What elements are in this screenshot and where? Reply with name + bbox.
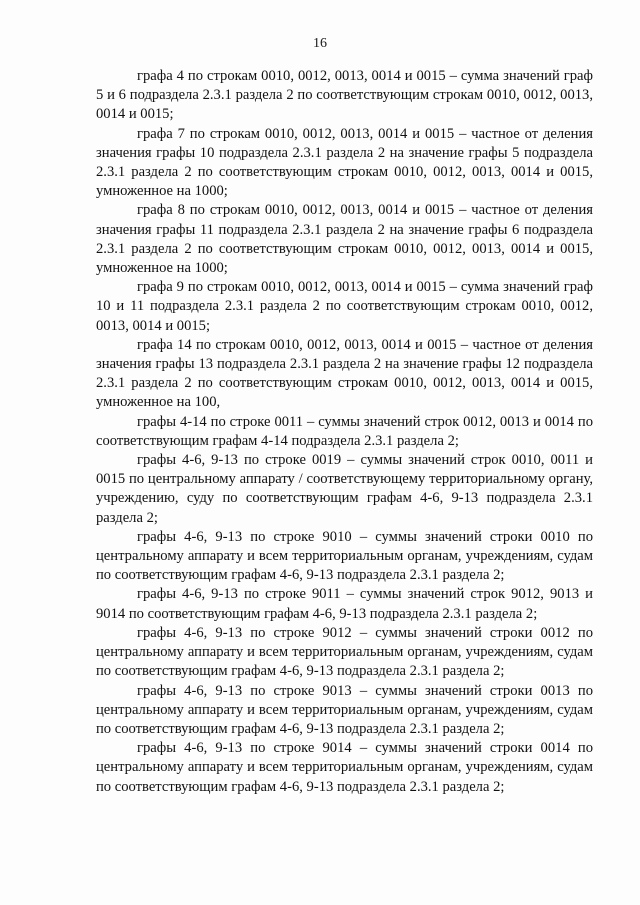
paragraph-12: графы 4-6, 9-13 по строке 9014 – суммы значений строки 0014 по центральному аппарату и всем территориальным органам, учреждениям, судам по соответствующим графам 4-6, 9-13 подраздела 2.3.1 раздела 2; — [96, 740, 593, 795]
paragraph-7: графы 4-6, 9-13 по строке 0019 – суммы значений строк 0010, 0011 и 0015 по центральному аппарату / соответствующему территориальному органу, учреждению, суду по соответствующим графам 4-6, 9-13 подраздела 2.3.1 раздела 2; — [96, 452, 593, 526]
paragraph-4: графа 9 по строкам 0010, 0012, 0013, 0014 и 0015 – сумма значений граф 10 и 11 подраздела 2.3.1 раздела 2 по соответствующим строкам 0010, 0012, 0013, 0014 и 0015; — [96, 279, 593, 334]
paragraph-3: графа 8 по строкам 0010, 0012, 0013, 0014 и 0015 – частное от деления значения графы 11 подраздела 2.3.1 раздела 2 на значение графы 6 подраздела 2.3.1 раздела 2 по соответствующим строкам 0010, 0012, 0013, 0014 и 0015, умноженное на 1000; — [96, 202, 593, 277]
paragraph-10: графы 4-6, 9-13 по строке 9012 – суммы значений строки 0012 по центральному аппарату и всем территориальным органам, учреждениям, судам по соответствующим графам 4-6, 9-13 подраздела 2.3.1 раздела 2; — [96, 624, 593, 680]
paragraph-5: графа 14 по строкам 0010, 0012, 0013, 0014 и 0015 – частное от деления значения графы 13 подраздела 2.3.1 раздела 2 на значение графы 12 подраздела 2.3.1 раздела 2 по соответствующим строкам 0010, 0012, 0013, 0014 и 0015, умноженное на 100, — [96, 336, 593, 411]
paragraph-1: графа 4 по строкам 0010, 0012, 0013, 0014 и 0015 – сумма значений граф 5 и 6 подраздела 2.3.1 раздела 2 по соответствующим строкам 0010, 0012, 0013, 0014 и 0015; — [96, 68, 593, 123]
document-body — [96, 67, 593, 797]
paragraph-6: графы 4-14 по строке 0011 – суммы значений строк 0012, 0013 и 0014 по соответствующим графам 4-14 подраздела 2.3.1 раздела 2; — [96, 413, 593, 449]
paragraph-11: графы 4-6, 9-13 по строке 9013 – суммы значений строки 0013 по центральному аппарату и всем территориальным органам, учреждениям, судам по соответствующим графам 4-6, 9-13 подраздела 2.3.1 раздела 2; — [96, 682, 593, 737]
paragraph-2: графа 7 по строкам 0010, 0012, 0013, 0014 и 0015 – частное от деления значения графы 10 подраздела 2.3.1 раздела 2 на значение графы 5 подраздела 2.3.1 раздела 2 по соответствующим строкам 0010, 0012, 0013, 0014 и 0015, умноженное на 1000; — [96, 125, 593, 200]
paragraph-9: графы 4-6, 9-13 по строке 9011 – суммы значений строк 9012, 9013 и 9014 по соответствующим графам 4-6, 9-13 подраздела 2.3.1 раздела 2; — [96, 586, 593, 622]
page-number: 16 — [313, 36, 327, 51]
paragraph-8: графы 4-6, 9-13 по строке 9010 – суммы значений строки 0010 по центральному аппарату и всем территориальным органам, учреждениям, судам по соответствующим графам 4-6, 9-13 подраздела 2.3.1 раздела 2; — [96, 528, 593, 584]
